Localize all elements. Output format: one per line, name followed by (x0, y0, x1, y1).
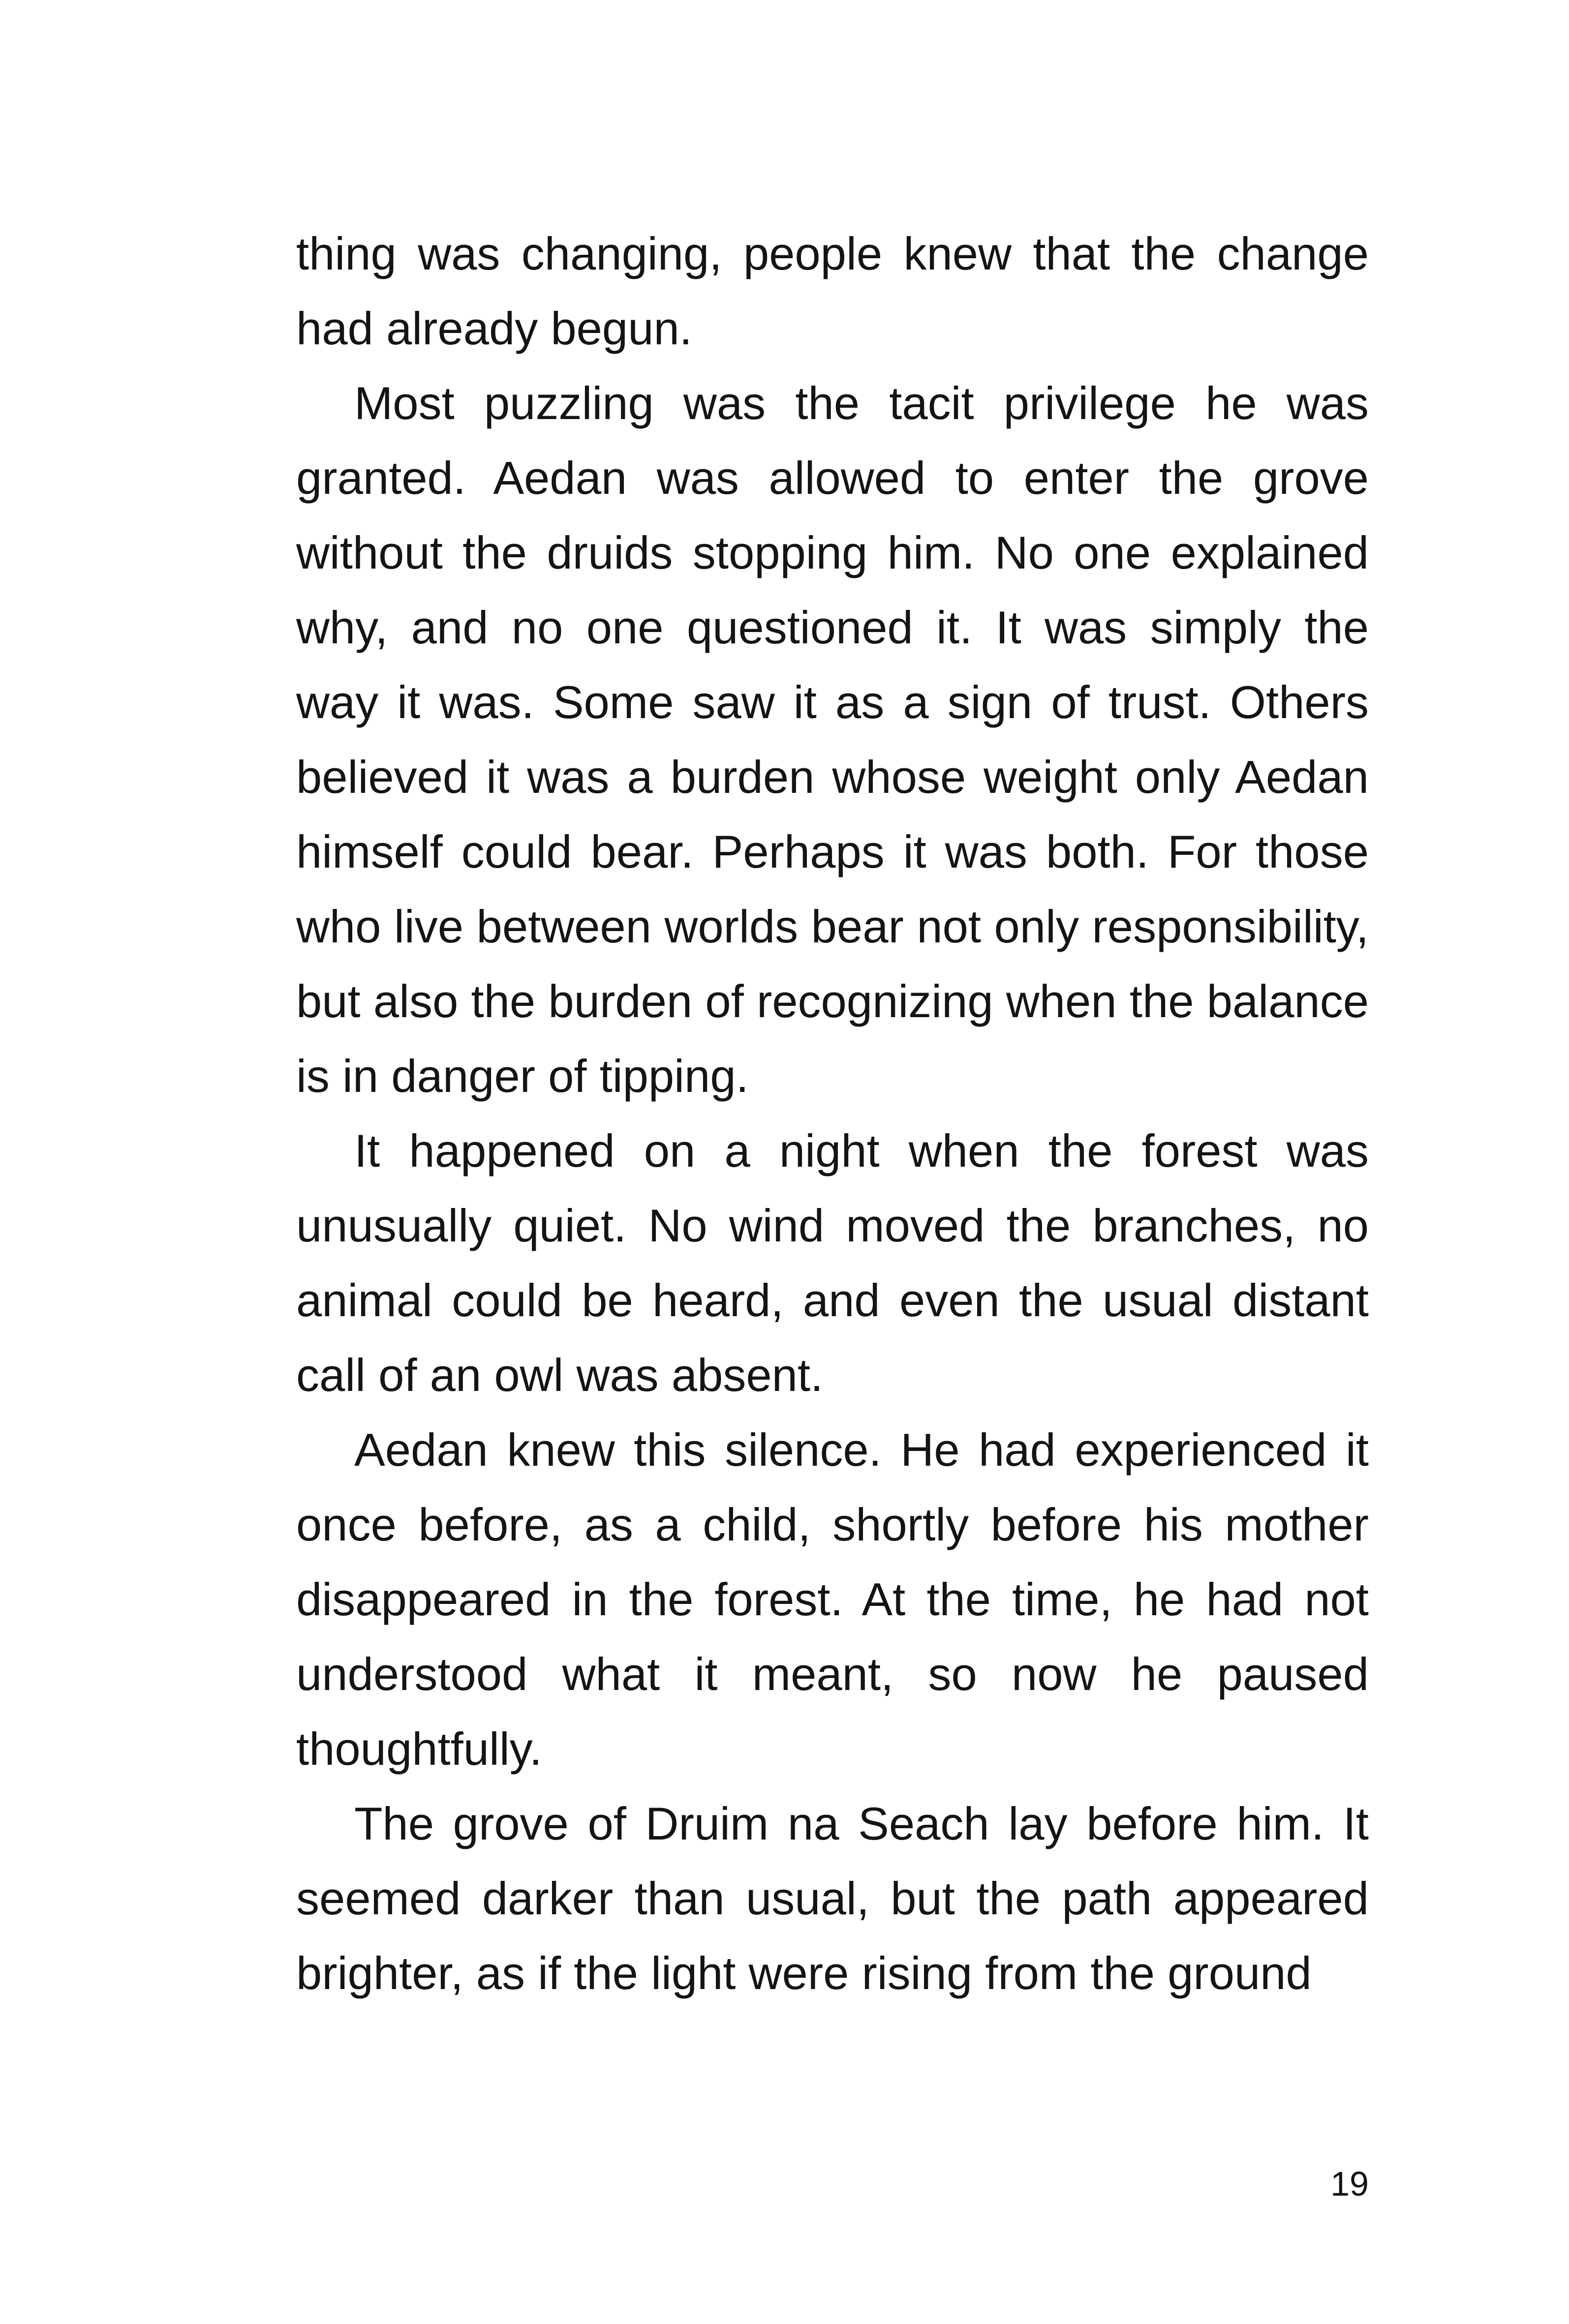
body-text (296, 216, 1369, 2011)
paragraph-2: Most puzzling was the tacit privilege he was granted. Aedan was allowed to enter the grove without the druids stopping him. No one explained why, and no one questioned it. It was simply the way it was. Some saw it as a sign of trust. Others believed it was a burden whose weight only Aedan himself could bear. Perhaps it was both. For those who live between worlds bear not only responsibility, but also the burden of recognizing when the balance is in danger of tipping. (296, 377, 1369, 1102)
paragraph-5: The grove of Druim na Seach lay before him. It seemed darker than usual, but the path appeared brighter, as if the light were rising from the ground (296, 1798, 1369, 1999)
paragraph-4: Aedan knew this silence. He had experienced it once before, as a child, shortly before his mother disappeared in the forest. At the time, he had not understood what it meant, so now he paused thoughtfully. (296, 1424, 1369, 1775)
paragraph-3: It happened on a night when the forest was unusually quiet. No wind moved the branches, no animal could be heard, and even the usual distant call of an owl was absent. (296, 1125, 1369, 1401)
paragraph-1: thing was changing, people knew that the change had already begun. (296, 228, 1369, 354)
page-number: 19 (1330, 2165, 1369, 2203)
